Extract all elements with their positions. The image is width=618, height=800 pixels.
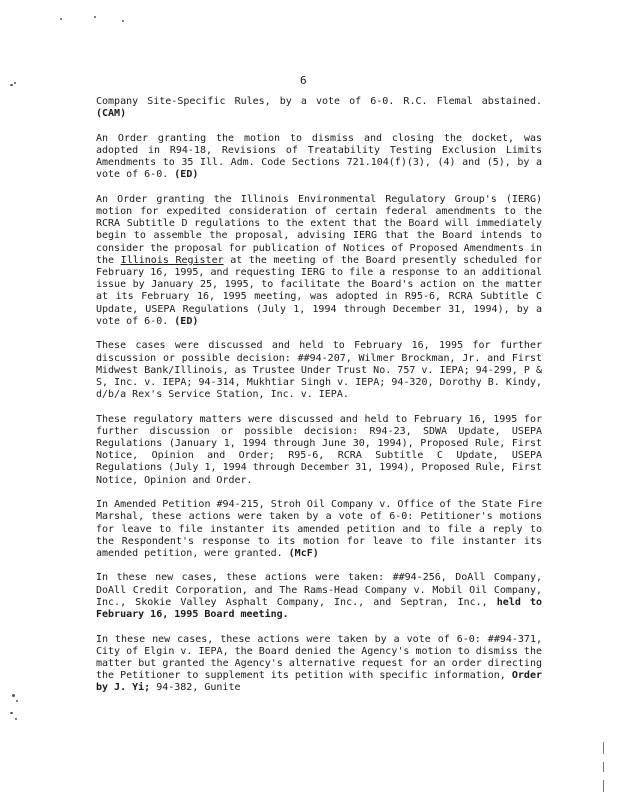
scan-speck — [14, 82, 16, 84]
scan-speck — [16, 700, 18, 702]
document-body — [96, 96, 542, 707]
scan-edge-mark — [603, 742, 604, 754]
scan-speck — [122, 20, 124, 22]
paragraph-r94-18-order: An Order granting the motion to dismiss and closing the docket, was adopted in R94-18, Revisions of Treatability Testing Exclusion Limits Amendments to 35 Ill. Adm. Code Sections 721.104(f)(3), (4) and (5), by a vote of 6-0. (ED) — [96, 132, 542, 181]
scan-edge-mark — [603, 762, 604, 772]
scan-speck — [94, 16, 96, 18]
paragraph-stroh-oil-petition: In Amended Petition #94-215, Stroh Oil Company v. Office of the State Fire Marshal, these actions were taken by a vote of 6-0: Petitioner's motions for leave to file instanter its amended petition and to file a reply to the Respondent's response to its motion for leave to file instanter its amended petition, were granted. (McF) — [96, 499, 542, 559]
paragraph-regulatory-matters-held: These regulatory matters were discussed and held to February 16, 1995 for further discussion or possible decision: R94-23, SDWA Update, USEPA Regulations (January 1, 1994 through June 30, 1994), Proposed Rule, First Notice, Opinion and Order; R95-6, RCRA Subtitle C Update, USEPA Regulations (July 1, 1994 through December 31, 1994), Proposed Rule, First Notice, Opinion and Order. — [96, 413, 542, 486]
scan-speck — [12, 694, 15, 697]
paragraph-new-cases-elgin: In these new cases, these actions were taken by a vote of 6-0: ##94-371, City of Elgin v. IEPA, the Board denied the Agency's motion to dismiss the matter but granted the Agency's alternative request for an order directing the Petitioner to supplement its petition with specific information, Order by J. Yi; 94-382, Gunite — [96, 633, 542, 694]
scan-speck — [10, 712, 13, 714]
scan-speck — [60, 18, 62, 20]
scan-speck — [15, 718, 17, 720]
paragraph-cases-held: These cases were discussed and held to February 16, 1995 for further discussion or possible decision: ##94-207, Wilmer Brockman, Jr. and First Midwest Bank/Illinois, as Trustee Under Trust No. 757 v. IEPA; 94-299, P & S, Inc. v. IEPA; 94-314, Mukhtiar Singh v. IEPA; 94-320, Dorothy B. Kindy, d/b/a Rex's Service Station, Inc. v. IEPA. — [96, 340, 542, 401]
scan-speck — [10, 84, 13, 86]
paragraph-new-cases-doall: In these new cases, these actions were taken: ##94-256, DoAll Company, DoAll Credit Corporation, and The Rams-Head Company v. Mobil Oil Company, Inc., Skokie Valley Asphalt Company, Inc., and Septran, Inc., held to February 16, 1995 Board meeting. — [96, 572, 542, 621]
paragraph-site-specific-rules: Company Site-Specific Rules, by a vote of 6-0. R.C. Flemal abstained. (CAM) — [96, 96, 542, 120]
illinois-register-title: Illinois Register — [120, 254, 224, 266]
scan-edge-mark — [603, 780, 604, 792]
paragraph-ierg-order: An Order granting the Illinois Environmental Regulatory Group's (IERG) motion for expedited consideration of certain federal amendments to the RCRA Subtitle D regulations to the extent that the Board will immediately begin to assemble the proposal, advising IERG that the Board intends to consider the proposal for publication of Notices of Proposed Amendments in the Illinois Register at the meeting of the Board presently scheduled for February 16, 1995, and requesting IERG to file a response to an additional issue by January 25, 1995, to facilitate the Board's action on the matter at its February 16, 1995 meeting, was adopted in R95-6, RCRA Subtitle C Update, USEPA Regulations (July 1, 1994 through December 31, 1994), by a vote of 6-0. (ED) — [96, 193, 542, 327]
page-number: 6 — [300, 74, 307, 87]
